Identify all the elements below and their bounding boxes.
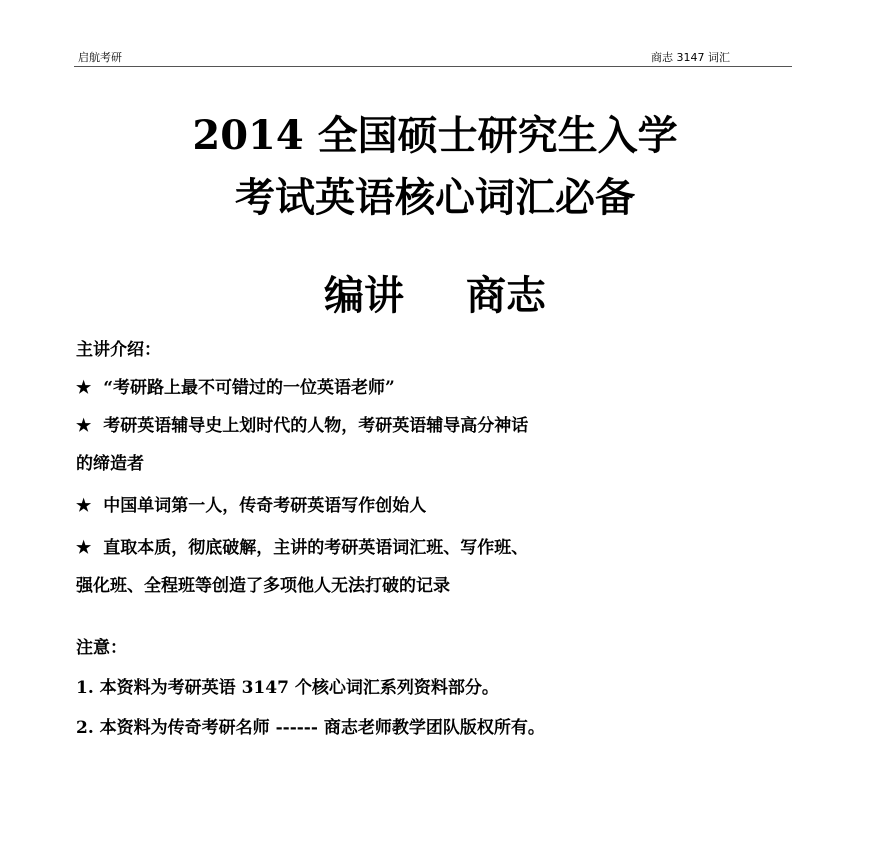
star-icon: ★ <box>76 416 92 436</box>
star-icon: ★ <box>76 378 92 398</box>
intro-item-text: 考研英语辅导史上划时代的人物，考研英语辅导高分神话 <box>103 416 529 436</box>
intro-item-text: 直取本质，彻底破解，主讲的考研英语词汇班、写作班、 <box>103 538 529 558</box>
intro-item-text: “考研路上最不可错过的一位英语老师” <box>103 378 395 398</box>
intro-item-4-continuation: 强化班、全程班等创造了多项他人无法打破的记录 <box>76 576 450 596</box>
header-right-text: 商志 3147 词汇 <box>651 51 730 64</box>
note-item-1: 1. 本资料为考研英语 3147 个核心词汇系列资料部分。 <box>76 678 499 698</box>
header-left-text: 启航考研 <box>78 51 122 64</box>
page-header <box>74 44 792 67</box>
intro-item-text: 中国单词第一人，传奇考研英语写作创始人 <box>103 496 427 516</box>
star-icon: ★ <box>76 496 92 516</box>
intro-heading: 主讲介绍： <box>76 340 161 360</box>
author-role: 编讲 <box>324 272 404 319</box>
intro-item-1 <box>76 380 395 397</box>
author-name: 商志 <box>466 272 546 319</box>
intro-item-2-continuation: 的缔造者 <box>76 454 144 474</box>
intro-item-2 <box>76 418 528 435</box>
intro-item-3 <box>76 498 426 515</box>
document-title-line-1: 2014 全国硕士研究生入学 <box>192 112 678 159</box>
author-line <box>0 272 870 319</box>
intro-item-4 <box>76 540 528 557</box>
star-icon: ★ <box>76 538 92 558</box>
document-title-line-2: 考试英语核心词汇必备 <box>235 174 635 221</box>
note-item-2: 2. 本资料为传奇考研名师 ------ 商志老师教学团队版权所有。 <box>76 718 545 738</box>
notes-heading: 注意： <box>76 638 127 658</box>
